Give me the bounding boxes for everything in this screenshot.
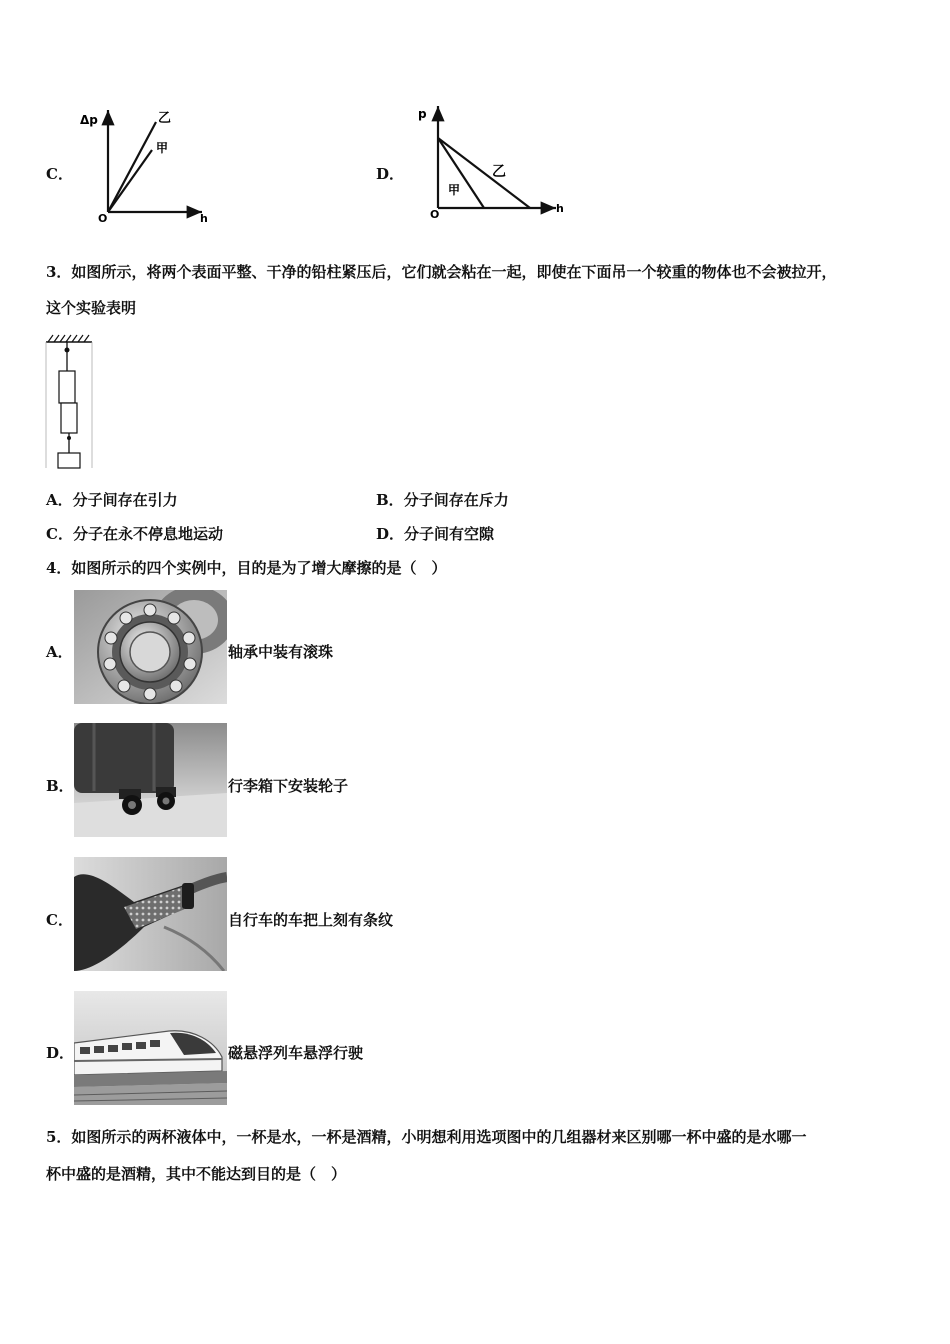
line-jia-label: 甲	[156, 141, 169, 155]
q3-option-c[interactable]	[46, 524, 223, 544]
q3-option-d[interactable]	[376, 524, 494, 544]
q4-option-c-text[interactable]: 自行车的车把上刻有条纹	[228, 911, 394, 929]
line-jia	[438, 138, 484, 208]
q4-stem: 4．如图所示的四个实例中，目的是为了增大摩擦的是（ ）	[46, 559, 447, 577]
line-jia	[108, 150, 152, 212]
q3-option-b[interactable]	[376, 490, 509, 510]
option-letter: A．	[46, 491, 73, 509]
q4-option-c-letter[interactable]: C．	[46, 911, 73, 929]
bearing-photo	[74, 590, 227, 704]
option-text: 分子间存在斥力	[403, 491, 509, 509]
x-axis-label: h	[556, 202, 564, 215]
option-text: 分子间有空隙	[404, 525, 495, 543]
q3-stem-line2: 这个实验表明	[46, 299, 137, 317]
q5-stem-line2: 杯中盛的是酒精，其中不能达到目的是（ ）	[46, 1165, 347, 1183]
q4-option-a-text[interactable]: 轴承中装有滚珠	[228, 643, 334, 661]
upper-lead-cylinder	[59, 371, 75, 403]
y-axis-label: p	[418, 107, 427, 121]
lead-cylinders-figure	[44, 334, 96, 472]
x-axis-label: h	[200, 212, 208, 225]
q4-option-d-letter[interactable]: D．	[46, 1044, 75, 1062]
line-yi	[108, 122, 156, 212]
option-text: 分子在永不停息地运动	[72, 525, 223, 543]
option-letter: B．	[376, 491, 404, 509]
q4-option-b-text[interactable]: 行李箱下安装轮子	[228, 777, 349, 795]
q3-option-a[interactable]	[46, 490, 178, 510]
q4-option-d-text[interactable]: 磁悬浮列车悬浮行驶	[228, 1044, 364, 1062]
option-letter: D．	[376, 525, 405, 543]
prev-option-c-graph	[76, 104, 216, 226]
maglev-train-photo	[74, 991, 227, 1105]
q5-stem-line1: 5．如图所示的两杯液体中，一杯是水，一杯是酒精，小明想利用选项图中的几组器材来区别哪一杯中盛的是水哪一	[46, 1128, 807, 1146]
line-yi	[438, 138, 530, 208]
line-yi-label: 乙	[158, 111, 172, 126]
line-yi-label: 乙	[492, 164, 506, 180]
origin-label: O	[430, 208, 440, 221]
prev-option-c-letter: C．	[46, 165, 73, 183]
q4-option-a-letter[interactable]: A．	[46, 643, 73, 661]
q3-stem-line1: 3．如图所示，将两个表面平整、干净的铅柱紧压后，它们就会粘在一起，即使在下面吊一个较重的物体也不会被拉开，	[46, 263, 837, 281]
hanging-weight	[58, 453, 80, 468]
prev-option-d-graph	[412, 100, 572, 224]
bicycle-grip-photo	[74, 857, 227, 971]
option-text: 分子间存在引力	[72, 491, 178, 509]
option-letter: C．	[46, 525, 73, 543]
prev-option-d-letter: D．	[376, 165, 405, 183]
origin-label: O	[98, 212, 108, 225]
lower-lead-cylinder	[61, 403, 77, 433]
suitcase-wheels-photo	[74, 723, 227, 837]
y-axis-label: Δp	[80, 113, 98, 127]
line-jia-label: 甲	[448, 183, 461, 197]
q4-option-b-letter[interactable]: B．	[46, 777, 74, 795]
